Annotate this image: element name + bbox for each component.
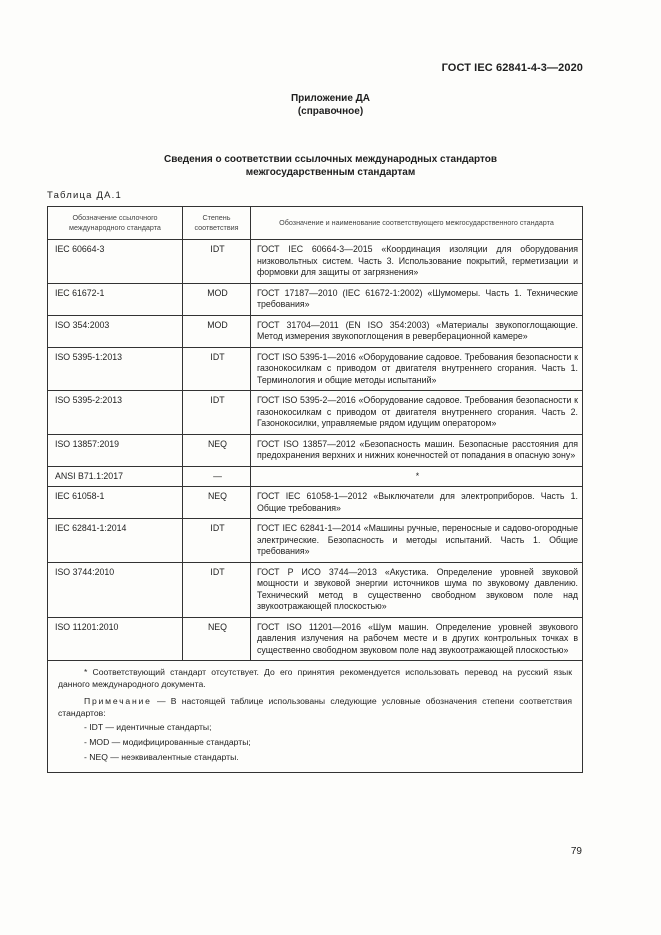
annex-title: Приложение ДА (290, 93, 371, 104)
table-caption: Таблица ДА.1 (47, 190, 122, 201)
degree-cell: — (183, 466, 251, 487)
annex-subtitle: (справочное) (297, 106, 364, 117)
heading-line-2: межгосударственным стандартам (245, 167, 416, 178)
intl-standard-cell: ISO 13857:2019 (48, 434, 183, 466)
table-row (48, 434, 583, 466)
table-row (48, 617, 583, 661)
table-header-row (48, 207, 583, 240)
heading-line-1: Сведения о соответствии ссылочных международных стандартов (163, 154, 498, 165)
column-header-national: Обозначение и наименование соответствующего межгосударственного стандарта (251, 207, 583, 240)
intl-standard-cell: ANSI B71.1:2017 (48, 466, 183, 487)
degree-cell: IDT (183, 562, 251, 617)
table-row (48, 391, 583, 435)
table-notes (48, 661, 583, 773)
note-text: — В настоящей таблице использованы следующие условные обозначения степени соответствия стандартов: (58, 696, 572, 718)
national-standard-cell: ГОСТ IEC 61058-1—2012 «Выключатели для электроприборов. Часть 1. Общие требования» (251, 487, 583, 519)
national-standard-cell: * (251, 466, 583, 487)
table-row (48, 487, 583, 519)
intl-standard-cell: IEC 60664-3 (48, 240, 183, 284)
table-row (48, 315, 583, 347)
table-row (48, 519, 583, 563)
degree-cell: NEQ (183, 617, 251, 661)
table-row (48, 562, 583, 617)
intl-standard-cell: ISO 5395-1:2013 (48, 347, 183, 391)
intl-standard-cell: IEC 61058-1 (48, 487, 183, 519)
section-heading (0, 153, 661, 179)
degree-cell: MOD (183, 315, 251, 347)
national-standard-cell: ГОСТ IEC 60664-3—2015 «Координация изоляции для оборудования низковольтных систем. Часть 3. Использование покрытий, герметизации и формовки для защиты от загрязнения» (251, 240, 583, 284)
national-standard-cell: ГОСТ ISO 13857—2012 «Безопасность машин. Безопасные расстояния для предохранения верхних и нижних конечностей от попадания в опасную зону» (251, 434, 583, 466)
national-standard-cell: ГОСТ 31704—2011 (EN ISO 354:2003) «Материалы звукопоглощающие. Метод измерения звукопоглощения в реверберационной камере» (251, 315, 583, 347)
note-item-mod: - MOD — модифицированные стандарты; (84, 736, 251, 747)
degree-cell: MOD (183, 283, 251, 315)
note-item-idt: - IDT — идентичные стандарты; (84, 722, 212, 733)
national-standard-cell: ГОСТ ISO 11201—2016 «Шум машин. Определение уровней звукового давления излучения на рабочем месте и в других контрольных точках в существенно свободном звуковом поле над звукоотражающей плоскостью» (251, 617, 583, 661)
table-notes-row (48, 661, 583, 773)
page-number: 79 (570, 846, 582, 857)
intl-standard-cell: ISO 354:2003 (48, 315, 183, 347)
note-item-neq: - NEQ — неэквивалентные стандарты. (84, 751, 239, 762)
table-row (48, 240, 583, 284)
intl-standard-cell: IEC 61672-1 (48, 283, 183, 315)
intl-standard-cell: ISO 5395-2:2013 (48, 391, 183, 435)
correspondence-table (47, 206, 583, 773)
intl-standard-cell: ISO 11201:2010 (48, 617, 183, 661)
table-row (48, 347, 583, 391)
degree-cell: NEQ (183, 434, 251, 466)
column-header-intl: Обозначение ссылочного международного стандарта (48, 207, 183, 240)
national-standard-cell: ГОСТ ISO 5395-2—2016 «Оборудование садовое. Требования безопасности к газонокосилкам с приводом от двигателя внутреннего сгорания. Часть 2. Газонокосилки, управляемые рядом идущим оператором» (251, 391, 583, 435)
degree-cell: IDT (183, 240, 251, 284)
national-standard-cell: ГОСТ Р ИСО 3744—2013 «Акустика. Определение уровней звуковой мощности и звуковой энергии источников шума по звуковому давлению. Технический метод в существенно свободном звуковом поле над звукоотражающей плоскостью» (251, 562, 583, 617)
annex-title-block (0, 92, 661, 118)
note (58, 696, 572, 719)
degree-cell: IDT (183, 347, 251, 391)
degree-cell: NEQ (183, 487, 251, 519)
national-standard-cell: ГОСТ ISO 5395-1—2016 «Оборудование садовое. Требования безопасности к газонокосилкам с приводом от двигателя внутреннего сгорания. Часть 1. Терминология и общие методы испытаний» (251, 347, 583, 391)
column-header-degree: Степень соответствия (183, 207, 251, 240)
degree-cell: IDT (183, 391, 251, 435)
intl-standard-cell: ISO 3744:2010 (48, 562, 183, 617)
table-row (48, 283, 583, 315)
degree-cell: IDT (183, 519, 251, 563)
national-standard-cell: ГОСТ IEC 62841-1—2014 «Машины ручные, переносные и садово-огородные электрические. Безопасность и методы испытаний. Часть 1. Общие требования» (251, 519, 583, 563)
table-row (48, 466, 583, 487)
footnote: * Соответствующий стандарт отсутствует. До его принятия рекомендуется использовать перевод на русский язык данного международного документа. (58, 667, 572, 689)
standard-id: ГОСТ IEC 62841-4-3—2020 (441, 62, 583, 74)
intl-standard-cell: IEC 62841-1:2014 (48, 519, 183, 563)
note-label: Примечание (84, 696, 152, 707)
national-standard-cell: ГОСТ 17187—2010 (IEC 61672-1:2002) «Шумомеры. Часть 1. Технические требования» (251, 283, 583, 315)
